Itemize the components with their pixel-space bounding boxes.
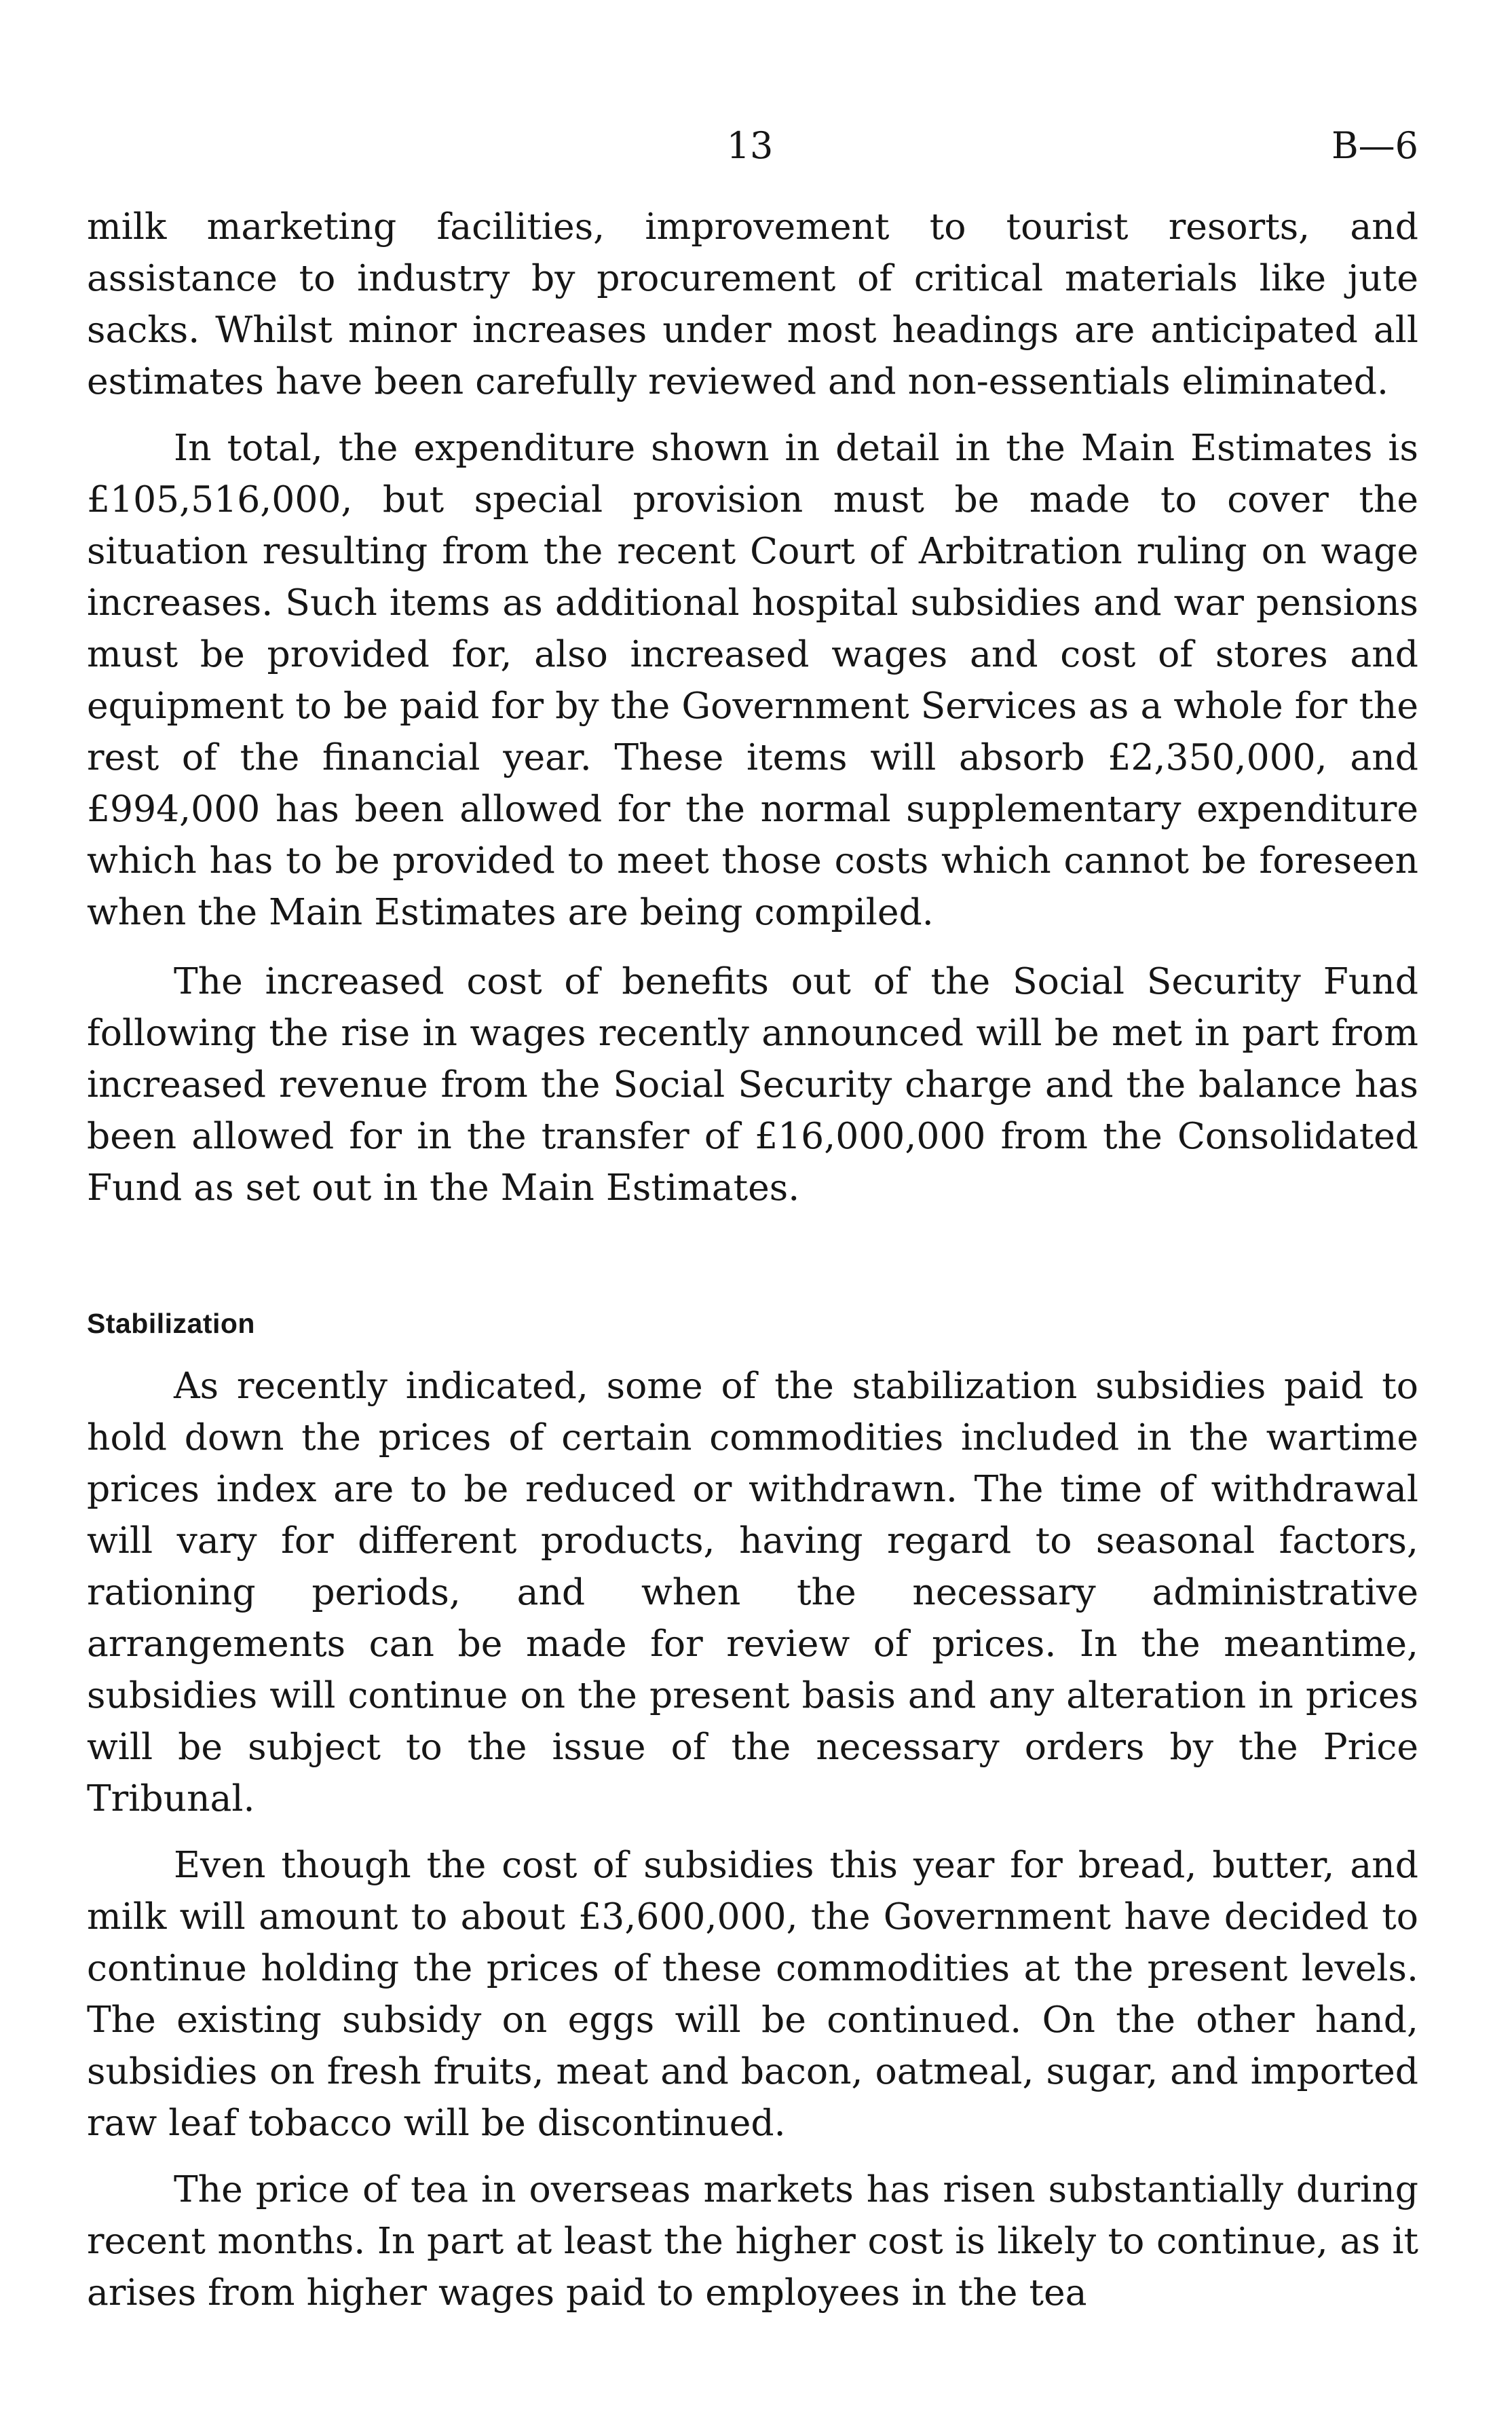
body-text-top [87, 201, 1418, 1213]
document-code: B—6 [1331, 124, 1418, 167]
paragraph-subsidy-costs: Even though the cost of subsidies this year for bread, butter, and milk will amount to about £3,600,000, the Government have decided to continue holding the prices of these commodities at the present levels. The existing subsidy on eggs will be continued. On the other hand, subsidies on fresh fruits, meat and bacon, oatmeal, sugar, and imported raw leaf tobacco will be discontinued. [87, 1843, 1418, 2144]
page-number: 13 [726, 124, 774, 167]
section-heading: Stabilization [87, 1308, 255, 1339]
paragraph-stabilization-intro: As recently indicated, some of the stabilization subsidies paid to hold down the prices of certain commodities included in the wartime prices index are to be reduced or withdrawn. The time of withdrawal will vary for different products, having regard to seasonal factors, rationing periods, and when the necessary administrative arrangements can be made for review of prices. In the meantime, subsidies will continue on the present basis and any alteration in prices will be subject to the issue of the necessary orders by the Price Tribunal. [87, 1364, 1418, 1820]
paragraph-expenditure-total: In total, the expenditure shown in detail in the Main Estimates is £105,516,000, but special provision must be made to cover the situation resulting from the recent Court of Arbitration ruling on wage increases. Such items as additional hospital subsidies and war pensions must be provided for, also increased wages and cost of stores and equipment to be paid for by the Government Services as a whole for the rest of the financial year. These items will absorb £2,350,000, and £994,000 has been allowed for the normal supplementary expenditure which has to be provided to meet those costs which cannot be foreseen when the Main Estimates are being compiled. [87, 426, 1418, 933]
paragraph-social-security: The increased cost of benefits out of the Social Security Fund following the rise in wages recently announced will be met in part from increased revenue from the Social Security charge and the balance has been allowed for in the transfer of £16,000,000 from the Consolidated Fund as set out in the Main Estimates. [87, 960, 1418, 1209]
paragraph-continued: milk marketing facilities, improvement to tourist resorts, and assistance to industry by procurement of critical materials like jute sacks. Whilst minor increases under most headings are anticipated all estimates have been carefully reviewed and non-essentials eliminated. [87, 205, 1418, 402]
body-text-stabilization [87, 1360, 1418, 2318]
paragraph-tea-prices: The price of tea in overseas markets has risen substantially during recent months. In part at least the higher cost is likely to continue, as it arises from higher wages paid to employees in the tea [87, 2168, 1418, 2314]
